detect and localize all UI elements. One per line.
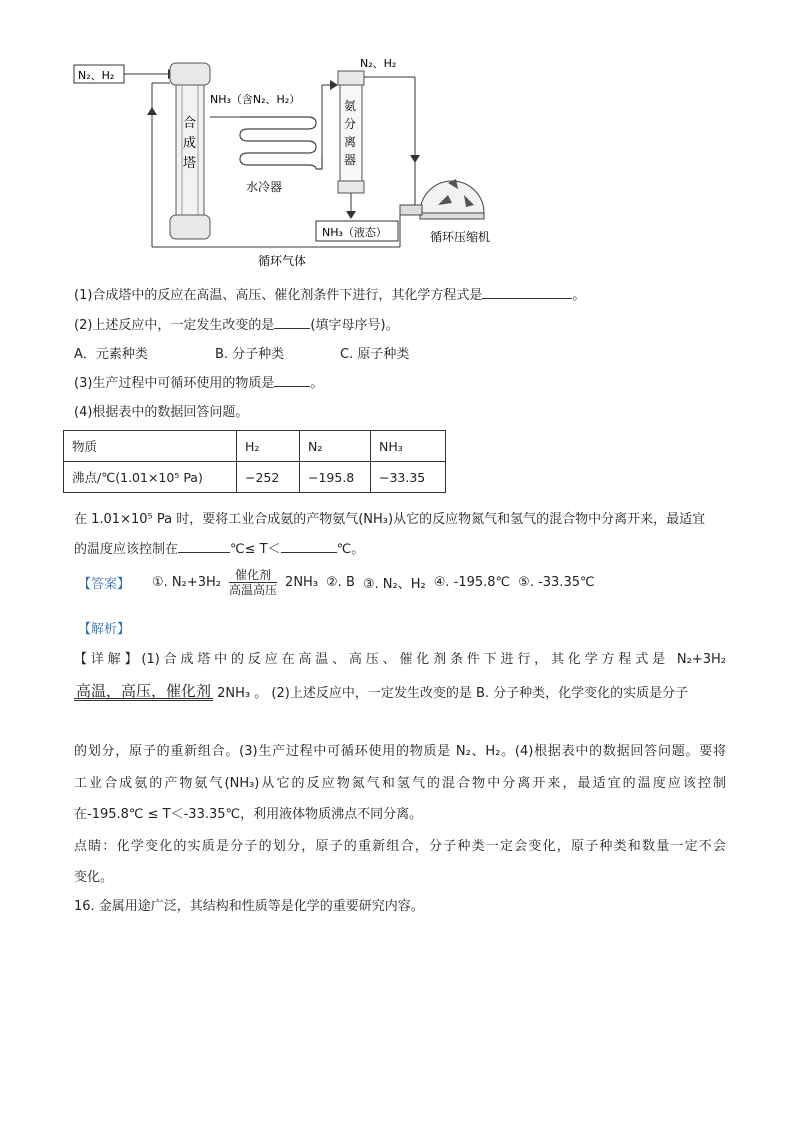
compressor-label: 循环压缩机: [430, 230, 491, 244]
q4-text-line1: 在 1.01×10⁵ Pa 时，要将工业合成氨的产物氨气(NH₃)从它的反应物氮气和氢气的混合物中分离开来，最适宜: [74, 512, 706, 527]
analysis-detail-line4: 工业合成氨的产物氨气(NH₃)从它的反应物氮气和氢气的混合物中分离开来，最适宜的温度应该控制: [74, 776, 726, 791]
recycle-gas-label: 循环气体: [258, 254, 307, 268]
question-2-options: [74, 343, 410, 362]
separator-char-2: 分: [344, 117, 357, 131]
separator-char-1: 氨: [344, 99, 357, 113]
separator-char-3: 离: [344, 135, 357, 149]
analysis-detail-line1: 【详解】(1)合成塔中的反应在高温、高压、催化剂条件下进行，其化学方程式是 N₂+3H₂: [74, 652, 726, 667]
answer-2: ②. B: [326, 575, 355, 590]
question-2: (2)上述反应中，一定发生改变的是 (填字母序号)。: [74, 318, 399, 333]
answer-3: ③. N₂、H₂: [362, 577, 426, 592]
synthesis-tower: [170, 63, 210, 239]
analysis-detail-line2: 高温，高压，催化剂 2NH₃ 。 (2)上述反应中，一定发生改变的是 B. 分子种类，化学变化的实质是分子: [76, 682, 689, 701]
analysis-tip-line1: 点睛：化学变化的实质是分子的划分，原子的重新组合，分子种类一定会变化，原子种类和数量一定不会: [74, 839, 726, 854]
answer-1-post: 2NH₃: [285, 575, 319, 590]
tower-char-2: 成: [183, 136, 197, 151]
question-1: (1)合成塔中的反应在高温、高压、催化剂条件下进行，其化学方程式是 。: [74, 288, 586, 303]
top-gas-label: N₂、H₂: [360, 57, 397, 70]
next-question: 16. 金属用途广泛，其结构和性质等是化学的重要研究内容。: [74, 899, 424, 914]
q4-text-line2: 的温度应该控制在 ℃≤ T＜ ℃。: [74, 542, 365, 557]
analysis-detail-line5: 在-195.8℃ ≤ T＜-33.35℃，利用液体物质沸点不同分离。: [74, 807, 423, 822]
table-header-row: [64, 431, 446, 462]
table-header-cell: H₂: [237, 431, 300, 462]
table-row-label: 沸点/℃(1.01×10⁵ Pa): [64, 462, 237, 493]
analysis-detail-line3: 的划分，原子的重新组合。(3)生产过程中可循环使用的物质是 N₂、H₂。(4)根据表中的数据回答问题。要将: [74, 744, 726, 759]
analysis-tip-line2: 变化。: [74, 870, 114, 885]
question-3: (3)生产过程中可循环使用的物质是 。: [74, 376, 324, 391]
table-cell: −252: [237, 462, 300, 493]
answer-label: 【答案】: [78, 577, 131, 592]
input-label: N₂、H₂: [78, 69, 115, 82]
q2-blank[interactable]: [274, 316, 310, 329]
boiling-point-table: [63, 430, 446, 493]
q3-blank[interactable]: [274, 374, 310, 387]
answer-line: [78, 568, 595, 597]
option-c: C. 原子种类: [340, 347, 410, 362]
recycle-compressor: [400, 179, 484, 219]
answer-1-condition: $\frac{\text{催化剂}}{\text{高温高压}}$: [229, 568, 278, 597]
ammonia-separator: [338, 71, 364, 193]
separator-char-4: 器: [344, 153, 357, 167]
question-4: (4)根据表中的数据回答问题。: [74, 405, 249, 420]
q4-blank-1[interactable]: [178, 540, 230, 553]
table-header-cell: 物质: [64, 431, 237, 462]
analysis-condition: 高温，高压，催化剂: [76, 682, 212, 700]
table-header-cell: N₂: [300, 431, 371, 462]
answer-1-pre: ①. N₂+3H₂: [152, 575, 222, 590]
table-row: [64, 462, 446, 493]
q1-blank[interactable]: [482, 286, 572, 299]
answer-5: ⑤. -33.35℃: [518, 575, 595, 590]
option-a: A．元素种类: [74, 347, 148, 362]
table-cell: −195.8: [300, 462, 371, 493]
water-cooler-label: 水冷器: [246, 180, 283, 194]
analysis-label: 【解析】: [78, 622, 131, 637]
nh3-mixture-label: NH₃（含N₂、H₂）: [210, 93, 301, 106]
table-header-cell: NH₃: [371, 431, 446, 462]
table-cell: −33.35: [371, 462, 446, 493]
nh3-liquid-label: NH₃（液态）: [322, 226, 387, 239]
option-b: B. 分子种类: [215, 347, 285, 362]
water-cooler-coil: [240, 117, 322, 169]
tower-char-3: 塔: [183, 156, 197, 171]
q4-blank-2[interactable]: [281, 540, 337, 553]
answer-4: ④. -195.8℃: [433, 575, 511, 590]
ammonia-process-diagram: [60, 55, 520, 275]
tower-char-1: 合: [183, 116, 197, 131]
